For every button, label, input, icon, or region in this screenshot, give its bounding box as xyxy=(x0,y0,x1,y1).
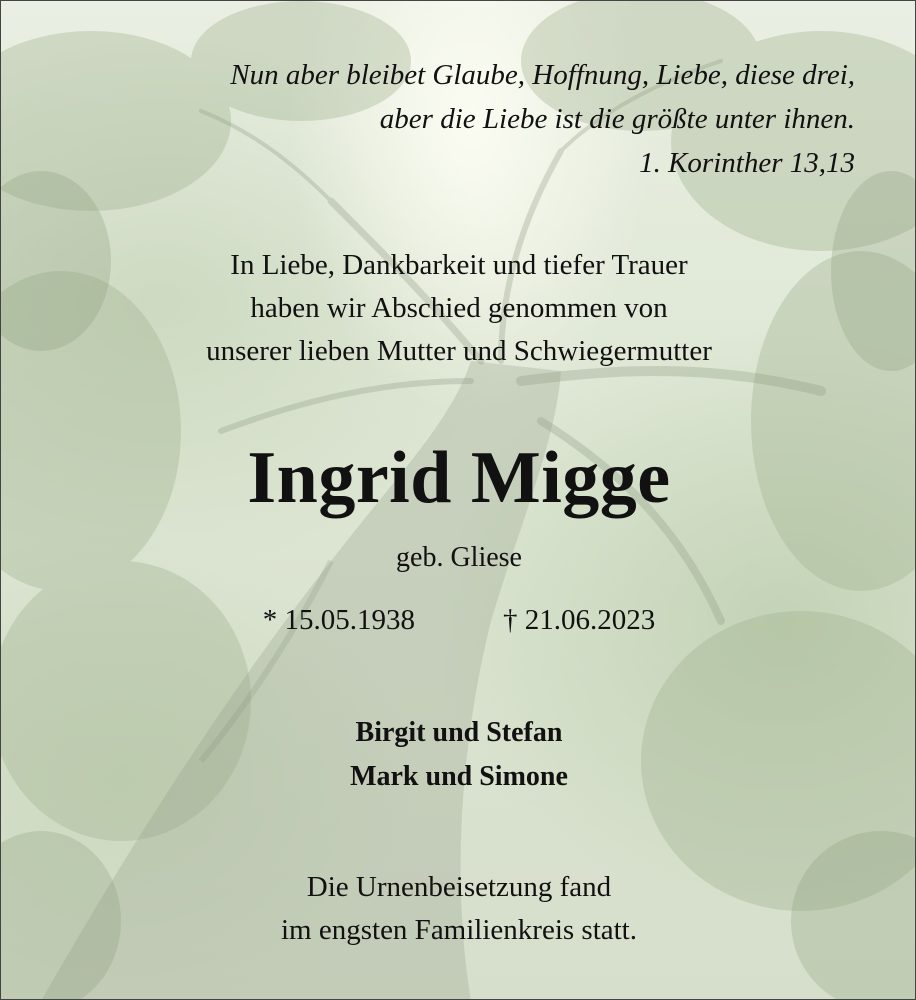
intro-line-3: unserer lieben Mutter und Schwiegermutter xyxy=(206,335,712,367)
quote-line-2: aber die Liebe ist die größte unter ihnen. xyxy=(379,103,855,135)
intro-line-1: In Liebe, Dankbarkeit und tiefer Trauer xyxy=(230,249,688,281)
note-line-1: Die Urnenbeisetzung fand xyxy=(306,871,612,903)
mourners xyxy=(1,711,916,799)
maiden-name: geb. Gliese xyxy=(396,542,522,573)
bible-quote xyxy=(230,53,855,185)
intro-text xyxy=(1,244,916,373)
death-date: † 21.06.2023 xyxy=(503,604,656,636)
birth-date: * 15.05.1938 xyxy=(262,604,415,636)
quote-reference: 1. Korinther 13,13 xyxy=(639,147,855,179)
mourner-line-1: Birgit und Stefan xyxy=(355,717,563,748)
quote-line-1: Nun aber bleibet Glaube, Hoffnung, Liebe, diese drei, xyxy=(230,59,855,91)
intro-line-2: haben wir Abschied genommen von xyxy=(250,292,668,324)
note-line-2: im engsten Familienkreis statt. xyxy=(280,914,637,946)
burial-note xyxy=(1,866,916,952)
mourner-line-2: Mark und Simone xyxy=(350,761,568,792)
life-dates xyxy=(1,599,916,641)
deceased-name: Ingrid Migge xyxy=(247,437,671,519)
